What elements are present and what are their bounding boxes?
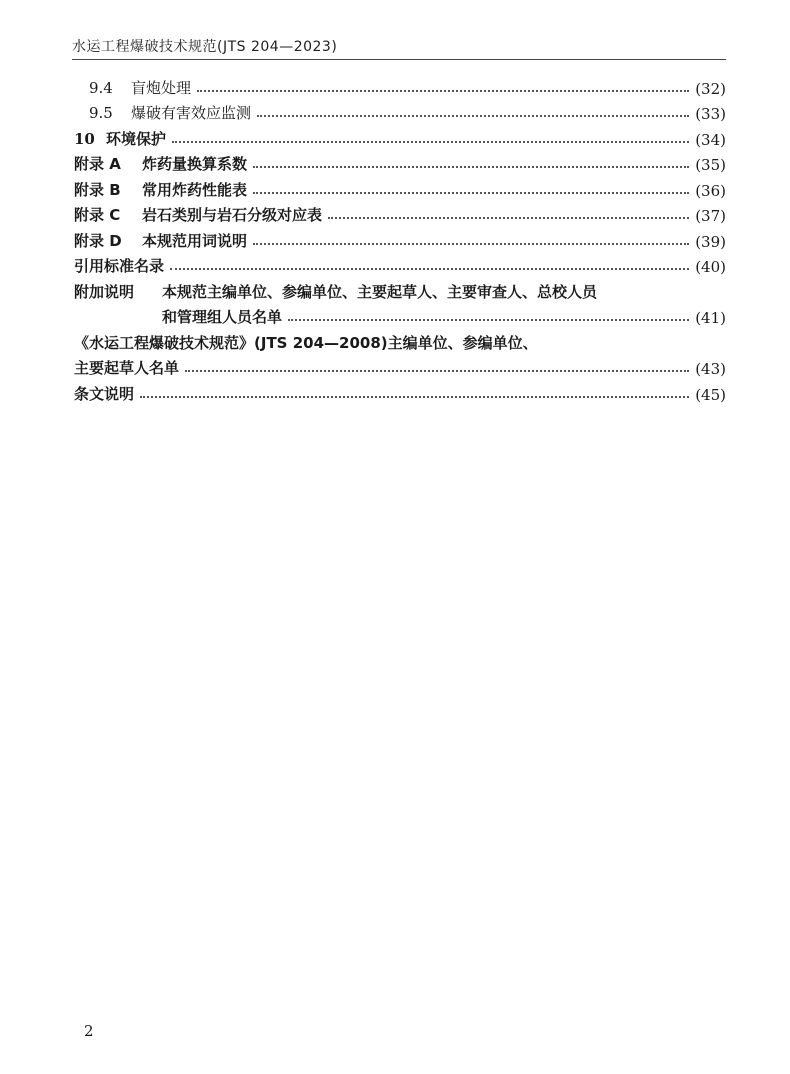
toc-entry-references[interactable]	[74, 251, 726, 277]
toc-entry-title	[74, 204, 328, 225]
toc-entry-page: (41)	[695, 309, 726, 327]
toc-entry-number: 附加说明	[74, 282, 135, 301]
toc-entry-page: (45)	[695, 385, 726, 404]
dot-leader	[288, 319, 689, 321]
toc-entry-title	[74, 281, 603, 302]
toc-entry-text: 常用炸药性能表	[142, 180, 248, 199]
toc-entry-page: (39)	[695, 232, 726, 251]
toc-entry-title: 条文说明	[74, 384, 135, 403]
toc-entry-page: (40)	[695, 258, 726, 276]
toc-entry-text: 炸药量换算系数	[142, 155, 248, 173]
toc-entry-text: 本规范主编单位、参编单位、主要起草人、主要审查人、总校人员	[162, 282, 598, 301]
toc-entry-text: 盲炮处理	[131, 78, 192, 97]
toc-entry-appendix-d[interactable]	[74, 225, 726, 251]
toc-entry-page: (32)	[695, 79, 726, 98]
toc-entry-title	[74, 306, 288, 327]
toc-entry-page: (35)	[695, 156, 726, 174]
toc-entry-number: 附录 B	[74, 180, 121, 199]
toc-entry-page: (36)	[695, 181, 726, 200]
toc-entry-text: 和管理组人员名单	[162, 308, 283, 326]
toc-entry-title: 引用标准名录	[74, 257, 165, 275]
toc-entry-title: 《水运工程爆破技术规范》(JTS 204—2008)主编单位、参编单位、	[74, 333, 538, 352]
dot-leader	[328, 217, 689, 219]
toc-entry-number: 附录 C	[74, 206, 121, 224]
running-header: 水运工程爆破技术规范(JTS 204—2023)	[72, 39, 338, 55]
toc-entry-2008-edition[interactable]	[74, 327, 726, 353]
toc-entry-9-4[interactable]	[74, 72, 726, 98]
toc-entry-page: (33)	[695, 105, 726, 123]
dot-leader	[253, 243, 689, 245]
toc-entry-title	[74, 153, 253, 174]
toc-entry-title	[74, 128, 172, 149]
toc-entry-10[interactable]	[74, 123, 726, 149]
dot-leader	[253, 166, 689, 168]
toc-entry-title	[74, 179, 253, 200]
dot-leader	[253, 192, 689, 194]
toc-entry-title	[74, 230, 253, 251]
toc-entry-additional-notes-cont[interactable]	[74, 302, 726, 328]
toc-entry-title: 主要起草人名单	[74, 359, 180, 377]
toc-entry-page: (34)	[695, 130, 726, 149]
toc-entry-2008-edition-cont[interactable]	[74, 353, 726, 379]
dot-leader	[170, 268, 689, 270]
toc-entry-appendix-c[interactable]	[74, 200, 726, 226]
header-rule	[72, 59, 726, 60]
toc-entry-title	[89, 77, 197, 98]
toc-entry-text: 本规范用词说明	[142, 231, 248, 250]
toc-entry-additional-notes[interactable]	[74, 276, 726, 302]
page-number: 2	[84, 1022, 94, 1040]
dot-leader	[185, 370, 689, 372]
dot-leader	[257, 115, 689, 117]
toc-entry-title	[89, 102, 257, 123]
toc-entry-number: 10	[74, 129, 95, 148]
dot-leader	[140, 396, 689, 398]
dot-leader	[197, 90, 689, 92]
toc-entry-text: 环境保护	[106, 129, 167, 148]
toc-entry-text: 爆破有害效应监测	[131, 104, 252, 122]
toc-entry-9-5[interactable]	[74, 98, 726, 124]
table-of-contents	[74, 72, 726, 404]
toc-entry-number: 9.4	[89, 78, 113, 97]
toc-entry-page: (43)	[695, 360, 726, 378]
toc-entry-text: 岩石类别与岩石分级对应表	[142, 206, 323, 224]
toc-entry-appendix-b[interactable]	[74, 174, 726, 200]
toc-entry-number: 附录 A	[74, 155, 121, 173]
toc-entry-appendix-a[interactable]	[74, 149, 726, 175]
toc-entry-number: 9.5	[89, 104, 113, 122]
toc-entry-number: 附录 D	[74, 231, 122, 250]
toc-entry-explanation[interactable]	[74, 378, 726, 404]
toc-entry-page: (37)	[695, 207, 726, 225]
dot-leader	[172, 141, 689, 143]
